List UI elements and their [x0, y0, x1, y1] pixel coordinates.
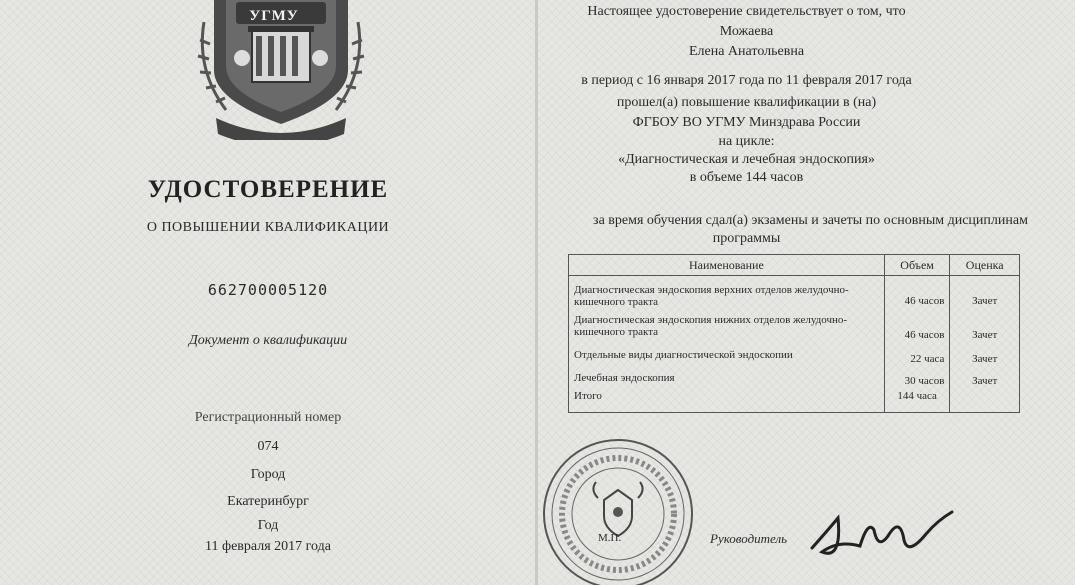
city-value: Екатеринбург: [227, 494, 309, 509]
right-page: [538, 0, 1075, 585]
table-row-total: [569, 390, 1020, 412]
row-grade: Зачет: [950, 368, 1020, 390]
row-name: Отдельные виды диагностической эндоскопии: [569, 344, 885, 368]
document-number: 662700005120: [207, 281, 329, 299]
table-header-row: [569, 255, 1020, 276]
row-grade: Зачет: [950, 276, 1020, 311]
program-text: программы: [712, 231, 781, 246]
left-page: [0, 0, 536, 585]
issue-date: 11 февраля 2017 года: [205, 539, 331, 554]
row-name: Диагностическая эндоскопия верхних отделов желудочно-кишечного тракта: [569, 276, 885, 311]
holder-name: Елена Анатольевна: [688, 44, 805, 59]
year-label: Год: [257, 518, 279, 533]
row-name: Итого: [569, 390, 885, 412]
document-subtitle: О ПОВЫШЕНИИ КВАЛИФИКАЦИИ: [146, 220, 390, 235]
holder-surname: Можаева: [719, 24, 774, 39]
registration-number: 074: [257, 439, 279, 454]
certificate-intro: Настоящее удостоверение свидетельствует о том, что: [587, 4, 906, 19]
table-row: [569, 276, 1020, 311]
signer-label: Руководитель: [710, 531, 788, 546]
row-volume: 22 часа: [884, 344, 950, 368]
row-volume: 46 часов: [884, 276, 950, 311]
row-volume: 144 часа: [884, 390, 950, 412]
university-abbr: УГМУ: [249, 8, 299, 24]
signature-icon: [808, 500, 958, 570]
document-type: Документ о квалификации: [188, 333, 348, 348]
city-label: Город: [250, 467, 286, 482]
header-name: Наименование: [569, 255, 885, 276]
official-seal-icon: [538, 432, 698, 585]
table-row: [569, 368, 1020, 390]
row-volume: 30 часов: [884, 368, 950, 390]
table-row: [569, 344, 1020, 368]
organization-name: ФГБОУ ВО УГМУ Минздрава России: [632, 115, 861, 130]
seal-place-label: М.П.: [598, 532, 622, 544]
row-grade: Зачет: [950, 344, 1020, 368]
row-name: Диагностическая эндоскопия нижних отделов желудочно-кишечного тракта: [569, 310, 885, 344]
disciplines-table: [568, 254, 1020, 413]
document-title: УДОСТОВЕРЕНИЕ: [147, 176, 389, 203]
row-grade: Зачет: [950, 310, 1020, 344]
cycle-label: на цикле:: [718, 134, 775, 149]
training-period: в период с 16 января 2017 года по 11 февраля 2017 года: [581, 73, 912, 88]
exams-text: за время обучения сдал(а) экзамены и зачеты по основным дисциплинам: [593, 213, 1028, 228]
course-name: «Диагностическая и лечебная эндоскопия»: [618, 152, 875, 167]
row-name: Лечебная эндоскопия: [569, 368, 885, 390]
header-grade: Оценка: [950, 255, 1020, 276]
passed-text: прошел(а) повышение квалификации в (на): [616, 95, 877, 110]
row-grade: [950, 390, 1020, 412]
table-row: [569, 310, 1020, 344]
registration-label: Регистрационный номер: [194, 410, 342, 425]
header-volume: Объем: [884, 255, 950, 276]
course-volume: в объеме 144 часов: [689, 170, 804, 185]
row-volume: 46 часов: [884, 310, 950, 344]
